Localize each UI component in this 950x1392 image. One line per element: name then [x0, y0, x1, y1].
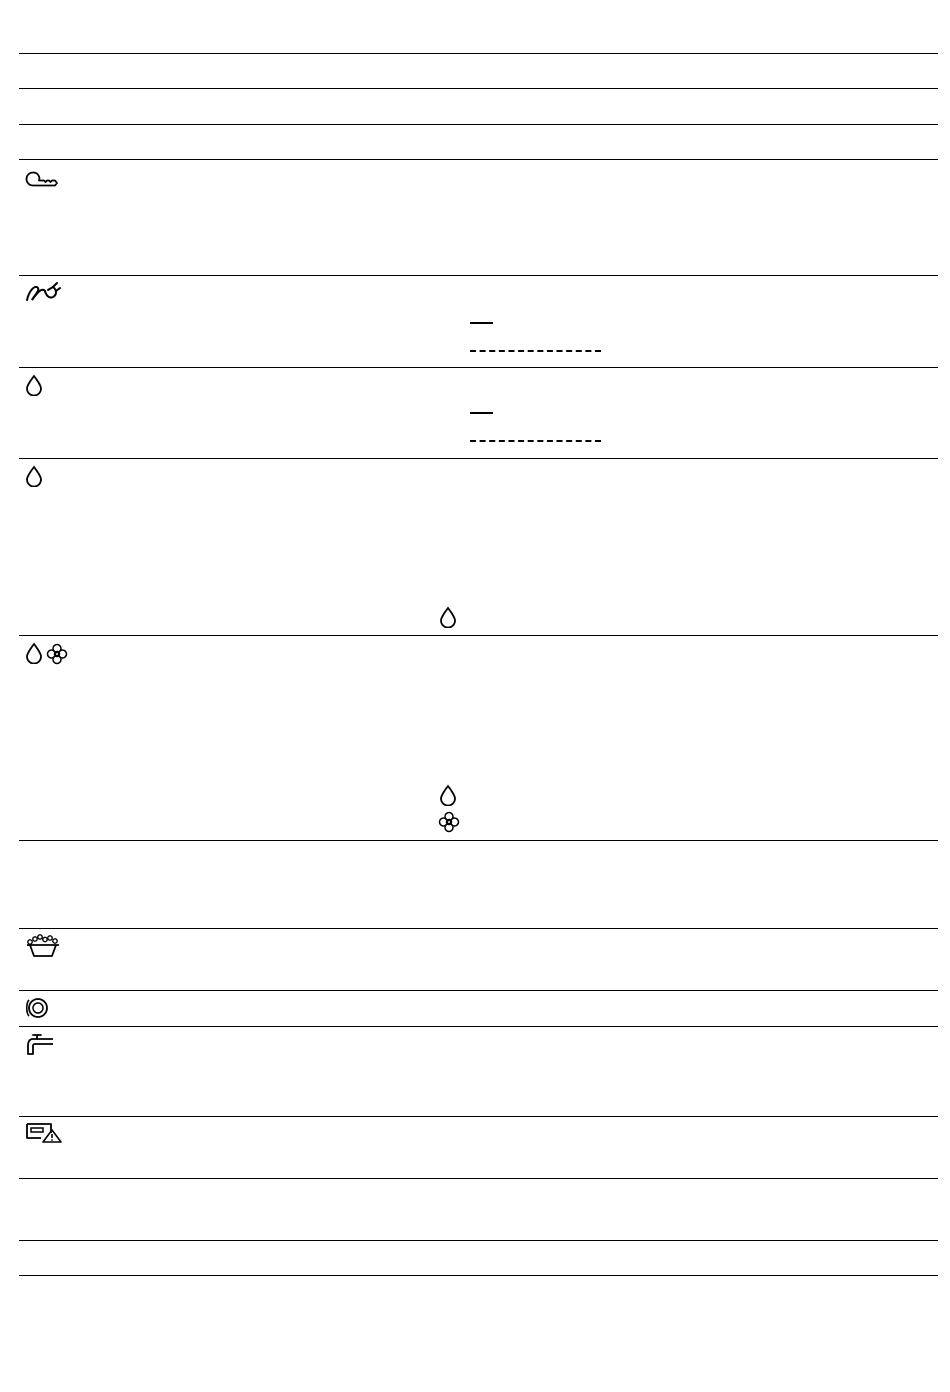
water-drop-icon: [439, 784, 457, 806]
dash-sequence: [470, 350, 601, 352]
rule-13: [19, 1116, 938, 1117]
basin-bubbles-icon: [25, 934, 61, 958]
rule-3: [19, 124, 938, 125]
rule-15: [19, 1240, 938, 1241]
dish-plate-icon: [25, 997, 49, 1019]
rule-11: [19, 990, 938, 991]
water-tap-icon: [25, 1032, 55, 1056]
key-icon: [25, 170, 59, 188]
dash-sequence: [470, 440, 601, 442]
rule-5: [19, 275, 938, 276]
rule-16: [19, 1275, 938, 1276]
water-drop-icon: [439, 606, 457, 628]
rule-7: [19, 458, 938, 459]
rule-12: [19, 1026, 938, 1027]
flower-icon: [46, 643, 68, 665]
rule-9: [19, 840, 938, 841]
water-drop-icon: [25, 642, 43, 664]
water-drop-icon: [25, 465, 43, 487]
rule-4: [19, 159, 938, 160]
plug-icon: [25, 281, 61, 303]
water-drop-icon: [25, 374, 43, 396]
short-dash: [470, 322, 493, 324]
rule-6: [19, 367, 938, 368]
rule-14: [19, 1178, 938, 1179]
short-dash: [470, 412, 493, 414]
rule-8: [19, 635, 938, 636]
rule-2: [19, 88, 938, 89]
rule-1: [19, 53, 938, 54]
dispenser-warning-icon: [25, 1122, 63, 1144]
flower-icon: [438, 811, 460, 833]
rule-10: [19, 928, 938, 929]
